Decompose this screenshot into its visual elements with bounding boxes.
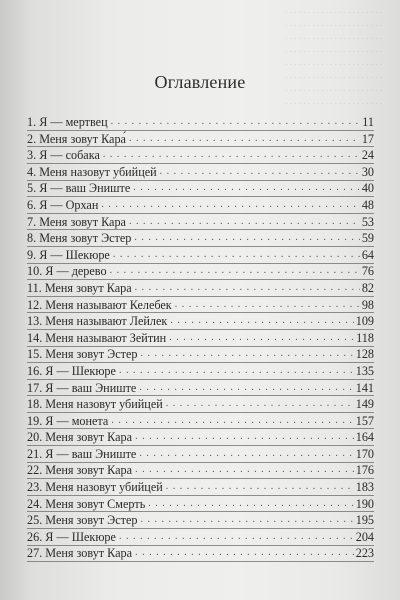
toc-entry-page-number: 183 [355,480,374,495]
toc-entry-title: 13. Меня называют Лейлек [27,314,168,329]
table-of-contents [27,114,374,562]
toc-entry-title: 7. Меня зовут Кара [27,214,126,229]
toc-entry[interactable] [27,363,374,380]
toc-entry-page-number: 82 [361,280,374,295]
toc-entry-title: 1. Я — мертвец [27,115,108,129]
toc-entry-page-number: 149 [355,397,374,412]
toc-entry-title: 19. Я — монета [27,413,109,428]
toc-entry-page-number: 30 [361,164,374,179]
toc-entry-title: 24. Меня зовут Смерть [27,496,146,511]
toc-leader-dots [140,512,353,529]
toc-leader-dots [160,164,360,181]
toc-leader-dots [166,396,354,413]
toc-entry-page-number: 109 [355,314,374,329]
page-title: Оглавление [154,72,246,92]
toc-entry-title: 12. Меня называют Келебек [27,297,172,312]
toc-leader-dots [166,479,354,496]
toc-entry[interactable] [27,147,374,164]
toc-entry-page-number: 176 [355,463,374,478]
toc-entry-page-number: 76 [361,264,374,279]
toc-entry-title: 11. Меня зовут Кара [27,280,132,295]
toc-entry[interactable] [27,131,374,148]
toc-entry-page-number: 11 [362,115,374,129]
toc-leader-dots [119,529,354,546]
toc-entry-page-number: 190 [355,496,374,511]
toc-entry-title: 4. Меня назовут убийцей [27,164,157,179]
toc-leader-dots [129,131,360,148]
toc-entry[interactable] [27,346,374,363]
toc-entry-page-number: 128 [355,347,374,362]
toc-leader-dots [170,313,353,330]
toc-leader-dots [139,446,353,463]
toc-entry-page-number: 48 [361,197,374,212]
toc-leader-dots [129,214,360,231]
toc-entry[interactable] [27,413,374,430]
toc-entry-title: 8. Меня зовут Эстер [27,231,132,246]
toc-entry[interactable] [27,529,374,546]
toc-entry[interactable] [27,180,374,197]
toc-entry-page-number: 135 [355,363,374,378]
toc-entry[interactable] [27,380,374,397]
toc-entry-title: 22. Меня зовут Кара [27,463,133,478]
toc-leader-dots [110,263,360,280]
toc-entry-page-number: 53 [361,214,374,229]
toc-leader-dots [119,363,354,380]
toc-entry-page-number: 40 [361,181,374,196]
toc-entry[interactable] [27,496,374,513]
toc-leader-dots [135,429,354,446]
toc-entry[interactable] [27,230,374,247]
toc-leader-dots [135,545,354,562]
toc-entry[interactable] [27,297,374,314]
toc-entry[interactable] [27,164,374,181]
toc-leader-dots [140,346,353,363]
toc-entry-page-number: 59 [361,231,374,246]
toc-entry-title: 15. Меня зовут Эстер [27,347,138,362]
toc-entry-page-number: 24 [361,148,374,163]
toc-entry[interactable] [27,247,374,264]
toc-leader-dots [135,462,354,479]
toc-leader-dots [103,147,360,164]
toc-entry-title: 10. Я — дерево [27,264,107,279]
toc-entry[interactable] [27,429,374,446]
toc-entry-title: 5. Я — ваш Эниште [27,181,131,196]
toc-entry-title: 9. Я — Шекюре [27,247,110,262]
toc-entry-title: 20. Меня зовут Кара [27,430,133,445]
toc-leader-dots [111,114,361,131]
toc-leader-dots [134,230,359,247]
toc-leader-dots [111,413,353,430]
toc-entry-title: 17. Я — ваш Эниште [27,380,137,395]
toc-entry-page-number: 141 [355,380,374,395]
toc-entry-title: 26. Я — Шекюре [27,529,116,544]
toc-entry[interactable] [27,462,374,479]
toc-entry-title: 16. Я — Шекюре [27,363,116,378]
toc-entry-title: 6. Я — Орхан [27,197,99,212]
toc-entry-title: 25. Меня зовут Эстер [27,513,138,528]
toc-entry[interactable] [27,313,374,330]
toc-entry-page-number: 17 [361,131,374,146]
toc-entry-title: 21. Я — ваш Эниште [27,446,137,461]
toc-leader-dots [148,496,353,513]
toc-entry-page-number: 195 [355,513,374,528]
toc-entry-title: 2. Меня зовут Кара́ [27,131,126,146]
toc-entry[interactable] [27,446,374,463]
toc-entry-page-number: 64 [361,247,374,262]
toc-entry-page-number: 223 [355,546,374,561]
toc-leader-dots [139,380,353,397]
toc-entry[interactable] [27,214,374,231]
toc-entry[interactable] [27,263,374,280]
toc-leader-dots [113,247,360,264]
show-through-text: . . . . . . . . . . . . . . . . . . . . . . . . . . . . . . . . . . . . . . . . . . . . . . . . . . . . . . . . . . . . . . . . . . . . . . . . . . . . . . . . . . . . . . . . . . . . . . . . . . . . . . . . . . . . . . . . . . . . . . . . . . . . . . . . . . . . . . . . . . . . . . . . . . . . . . . . . . . . . . . . . . . . . . . . . . . . . . . . [285,5,382,106]
toc-leader-dots [175,297,360,314]
toc-entry-page-number: 170 [355,446,374,461]
toc-leader-dots [135,280,360,297]
toc-entry[interactable] [27,197,374,214]
toc-entry-page-number: 204 [355,529,374,544]
toc-entry[interactable] [27,512,374,529]
toc-entry[interactable] [27,396,374,413]
toc-entry-title: 23. Меня назовут убийцей [27,480,163,495]
toc-entry-title: 18. Меня назовут убийцей [27,397,163,412]
toc-leader-dots [169,330,354,347]
toc-entry[interactable] [27,114,374,131]
toc-entry[interactable] [27,545,374,562]
toc-entry[interactable] [27,330,374,347]
toc-entry-page-number: 164 [355,430,374,445]
toc-entry-title: 27. Меня зовут Кара [27,546,133,561]
toc-entry-page-number: 118 [356,330,374,345]
toc-entry[interactable] [27,479,374,496]
toc-entry[interactable] [27,280,374,297]
toc-leader-dots [133,180,360,197]
toc-entry-title: 3. Я — собака [27,148,100,163]
toc-entry-page-number: 98 [361,297,374,312]
toc-entry-title: 14. Меня называют Зейтин [27,330,167,345]
toc-entry-page-number: 157 [355,413,374,428]
toc-leader-dots [101,197,359,214]
